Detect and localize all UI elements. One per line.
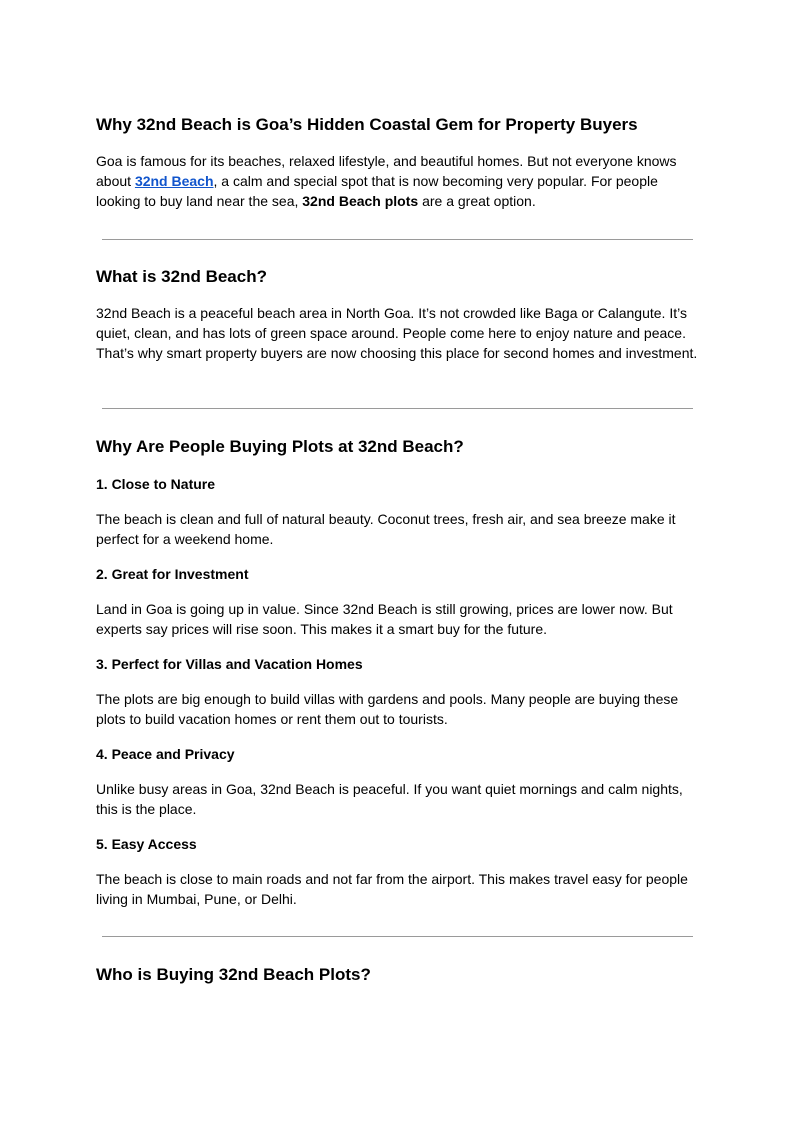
- link-32nd-beach[interactable]: 32nd Beach: [134, 172, 214, 189]
- heading-what-is-32nd-beach: What is 32nd Beach?: [96, 267, 267, 286]
- divider-2: [102, 408, 693, 409]
- paragraph-peace-and-privacy: Unlike busy areas in Goa, 32nd Beach is peaceful. If you want quiet mornings and calm nights, this is the place.: [96, 781, 683, 817]
- divider-1: [102, 239, 693, 240]
- intro-text-b: , a calm and special spot that is now becoming very popular. For people looking to buy land near the sea,: [96, 172, 658, 209]
- heading-why-buying-plots: Why Are People Buying Plots at 32nd Beach?: [96, 437, 464, 456]
- divider-3: [102, 936, 693, 937]
- what-is-paragraph: 32nd Beach is a peaceful beach area in North Goa. It’s not crowded like Baga or Calangute. It’s quiet, clean, and has lots of green space around. People come here to enjoy nature and peace. That’s why smart property buyers are now choosing this place for second homes and investment.: [96, 305, 698, 361]
- paragraph-villas-vacation-homes: The plots are big enough to build villas with gardens and pools. Many people are buying these plots to build vacation homes or rent them out to tourists.: [96, 691, 679, 727]
- subheading-close-to-nature: 1. Close to Nature: [96, 476, 216, 492]
- subheading-peace-and-privacy: 4. Peace and Privacy: [96, 746, 235, 762]
- paragraph-easy-access: The beach is close to main roads and not far from the airport. This makes travel easy for people living in Mumbai, Pune, or Delhi.: [96, 871, 688, 907]
- intro-text-a: Goa is famous for its beaches, relaxed lifestyle, and beautiful homes. But not everyone knows about: [96, 153, 677, 189]
- heading-hidden-coastal-gem: Why 32nd Beach is Goa’s Hidden Coastal Gem for Property Buyers: [96, 115, 638, 134]
- subheading-easy-access: 5. Easy Access: [96, 836, 197, 852]
- paragraph-great-for-investment: Land in Goa is going up in value. Since 32nd Beach is still growing, prices are lower now. But experts say prices will rise soon. This makes it a smart buy for the future.: [96, 601, 673, 637]
- subheading-villas-vacation-homes: 3. Perfect for Villas and Vacation Homes: [96, 656, 363, 672]
- intro-paragraph: [96, 152, 698, 211]
- heading-who-is-buying: Who is Buying 32nd Beach Plots?: [96, 965, 371, 984]
- intro-bold-plots: 32nd Beach plots: [302, 192, 419, 209]
- paragraph-close-to-nature: The beach is clean and full of natural beauty. Coconut trees, fresh air, and sea breeze make it perfect for a weekend home.: [96, 511, 676, 547]
- subheading-great-for-investment: 2. Great for Investment: [96, 566, 249, 582]
- intro-text-c: are a great option.: [418, 192, 536, 209]
